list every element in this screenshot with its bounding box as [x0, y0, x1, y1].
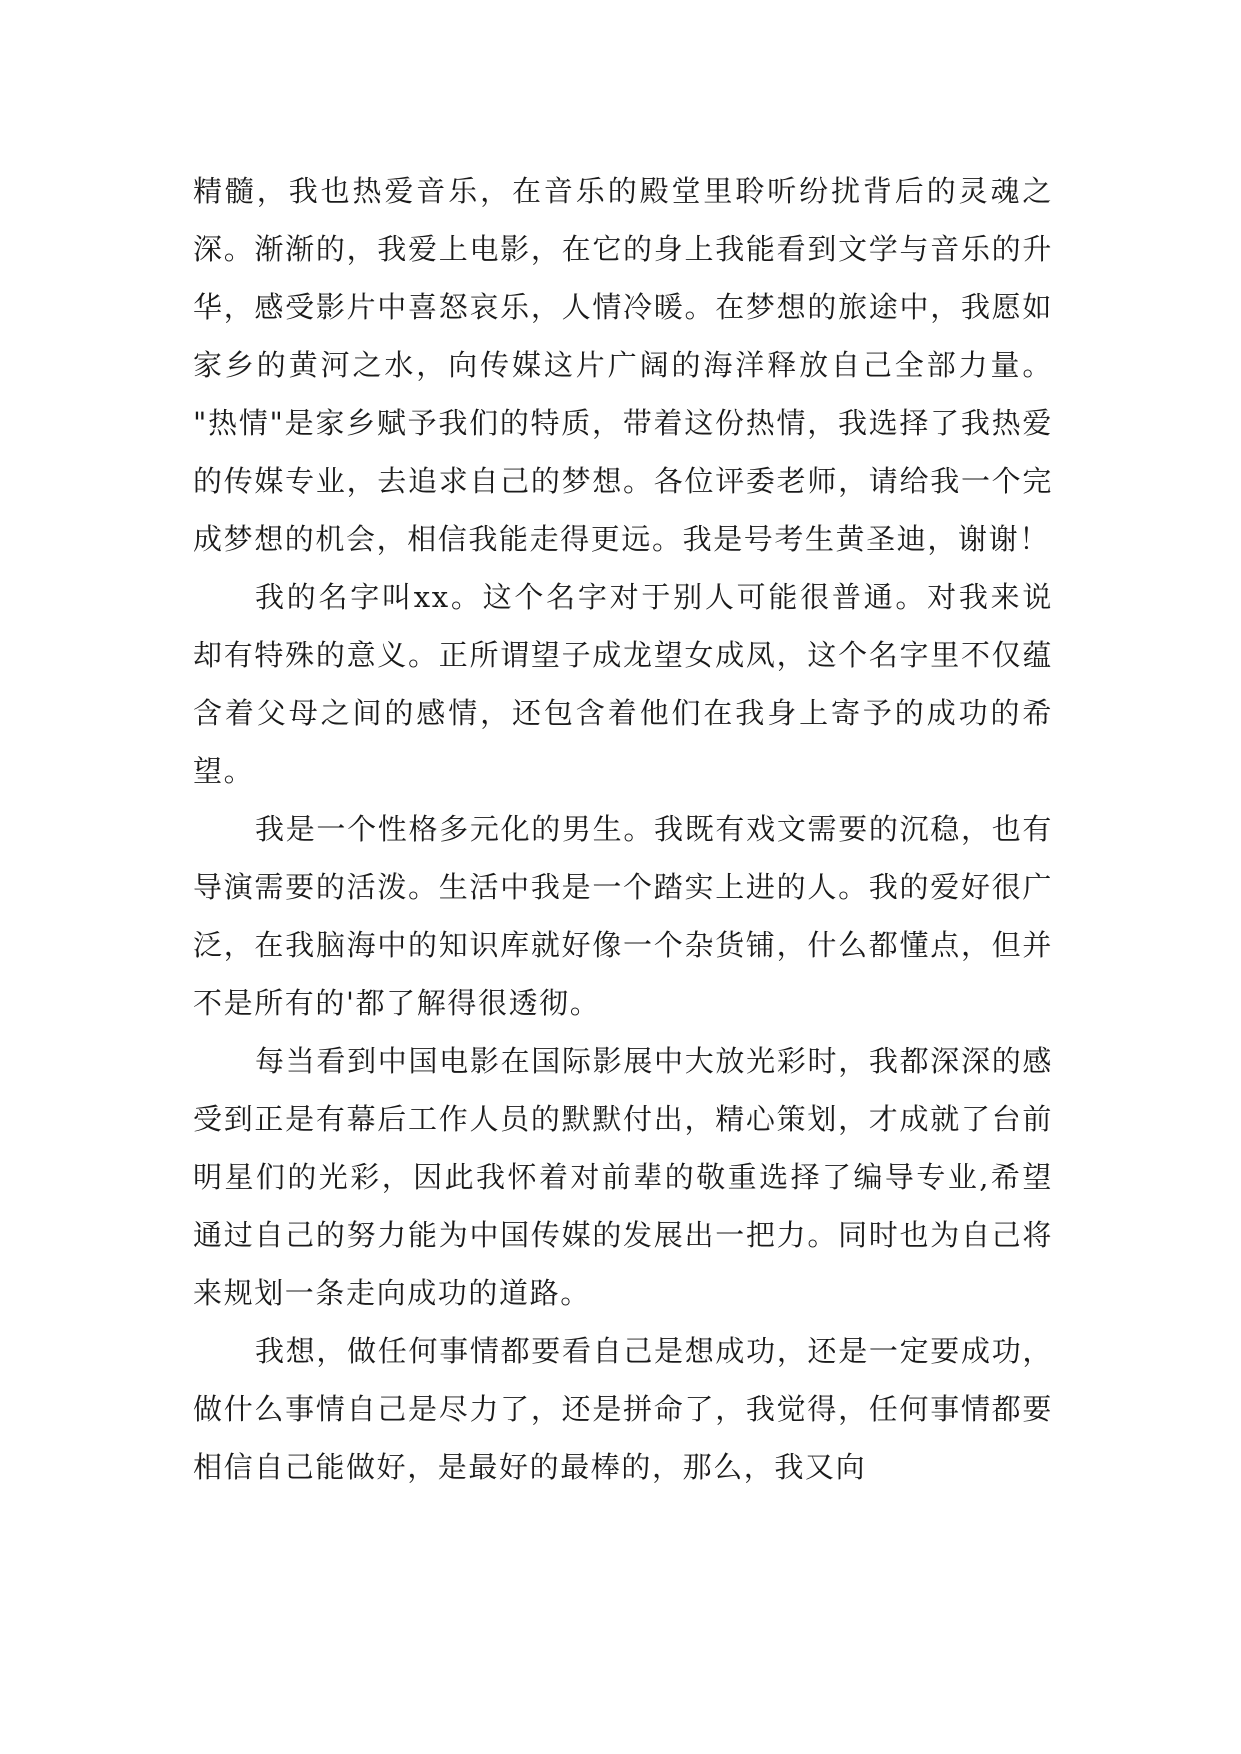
paragraph-name-meaning: 我的名字叫xx。这个名字对于别人可能很普通。对我来说却有特殊的意义。正所谓望子成龙望女成凤，这个名字里不仅蕴含着父母之间的感情，还包含着他们在我身上寄予的成功的希望。 — [193, 580, 1053, 788]
paragraph-continued: 精髓，我也热爱音乐，在音乐的殿堂里聆听纷扰背后的灵魂之深。渐渐的，我爱上电影，在它的身上我能看到文学与音乐的升华，感受影片中喜怒哀乐，人情冷暖。在梦想的旅途中，我愿如家乡的黄河之水，向传媒这片广阔的海洋释放自己全部力量。 "热情"是家乡赋予我们的特质，带着这份热情，我选择了我热爱的传媒专业，去追求自己的梦想。各位评委老师，请给我一个完成梦想的机会，相信我能走得更远。我是号考生黄圣迪，谢谢！ — [193, 174, 1053, 556]
paragraph-personality: 我是一个性格多元化的男生。我既有戏文需要的沉稳，也有导演需要的活泼。生活中我是一个踏实上进的人。我的爱好很广泛，在我脑海中的知识库就好像一个杂货铺，什么都懂点，但并不是所有的'都了解得很透彻。 — [193, 812, 1053, 1020]
paragraph-success-attitude: 我想，做任何事情都要看自己是想成功，还是一定要成功，做什么事情自己是尽力了，还是拼命了，我觉得，任何事情都要相信自己能做好，是最好的最棒的，那么，我又向 — [193, 1334, 1053, 1484]
document-body — [193, 162, 1053, 1496]
paragraph-major-choice: 每当看到中国电影在国际影展中大放光彩时，我都深深的感受到正是有幕后工作人员的默默付出，精心策划，才成就了台前明星们的光彩，因此我怀着对前辈的敬重选择了编导专业,希望通过自己的努力能为中国传媒的发展出一把力。同时也为自己将来规划一条走向成功的道路。 — [193, 1044, 1053, 1310]
